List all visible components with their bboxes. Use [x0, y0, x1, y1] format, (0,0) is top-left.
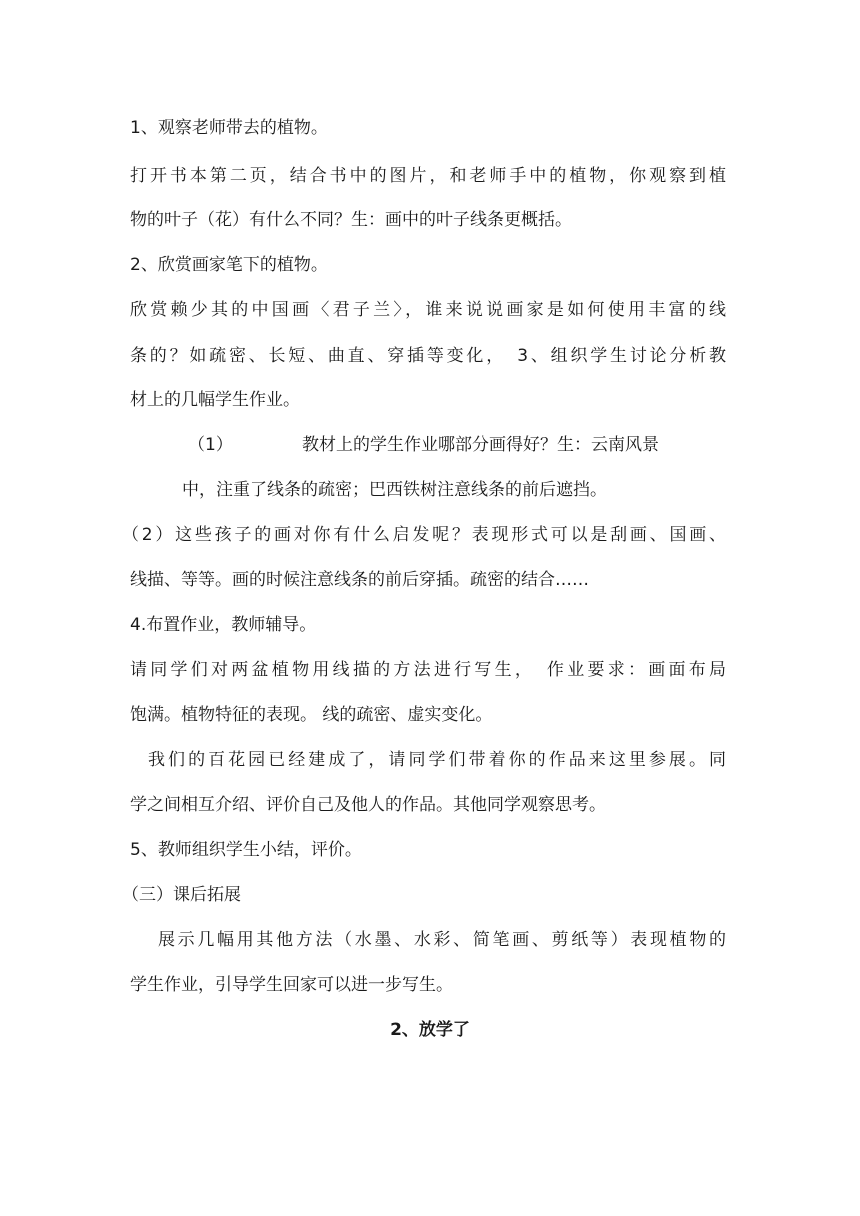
text-line-11: 线描、等等。画的时候注意线条的前后穿插。疏密的结合…… — [130, 570, 589, 590]
text-line-4: 2、欣赏画家笔下的植物。 — [130, 255, 328, 275]
text-line-12: 4.布置作业，教师辅导。 — [130, 615, 317, 635]
text-line-2: 打开书本第二页，结合书中的图片，和老师手中的植物，你观察到植 — [130, 166, 726, 186]
text-line-10: （2）这些孩子的画对你有什么启发呢？表现形式可以是刮画、国画、 — [122, 525, 726, 545]
text-line-8: 教材上的学生作业哪部分画得好？生：云南风景 — [302, 435, 659, 455]
text-line-19: 展示几幅用其他方法（水墨、水彩、简笔画、剪纸等）表现植物的 — [158, 930, 726, 950]
text-line-13: 请同学们对两盆植物用线描的方法进行写生， 作业要求：画面布局 — [130, 660, 726, 680]
text-line-17: 5、教师组织学生小结，评价。 — [130, 840, 362, 860]
list-marker-1: （1） — [188, 435, 233, 455]
text-line-15: 我们的百花园已经建成了，请同学们带着你的作品来这里参展。同 — [148, 750, 726, 770]
text-line-3: 物的叶子（花）有什么不同？生：画中的叶子线条更概括。 — [130, 210, 572, 230]
section-title: 2、放学了 — [390, 1020, 470, 1040]
text-line-1: 1、观察老师带去的植物。 — [130, 118, 328, 138]
text-line-7: 材上的几幅学生作业。 — [130, 390, 300, 410]
text-line-16: 学之间相互介绍、评价自己及他人的作品。其他同学观察思考。 — [130, 795, 606, 815]
text-line-9: 中，注重了线条的疏密；巴西铁树注意线条的前后遮挡。 — [182, 480, 607, 500]
text-line-5: 欣赏赖少其的中国画〈君子兰〉，谁来说说画家是如何使用丰富的线 — [130, 300, 726, 320]
text-line-6: 条的？如疏密、长短、曲直、穿插等变化， 3、组织学生讨论分析教 — [130, 346, 726, 366]
text-line-14: 饱满。植物特征的表现。 线的疏密、虚实变化。 — [130, 705, 493, 725]
text-line-20: 学生作业，引导学生回家可以进一步写生。 — [130, 975, 453, 995]
text-line-18: （三）课后拓展 — [122, 885, 241, 905]
